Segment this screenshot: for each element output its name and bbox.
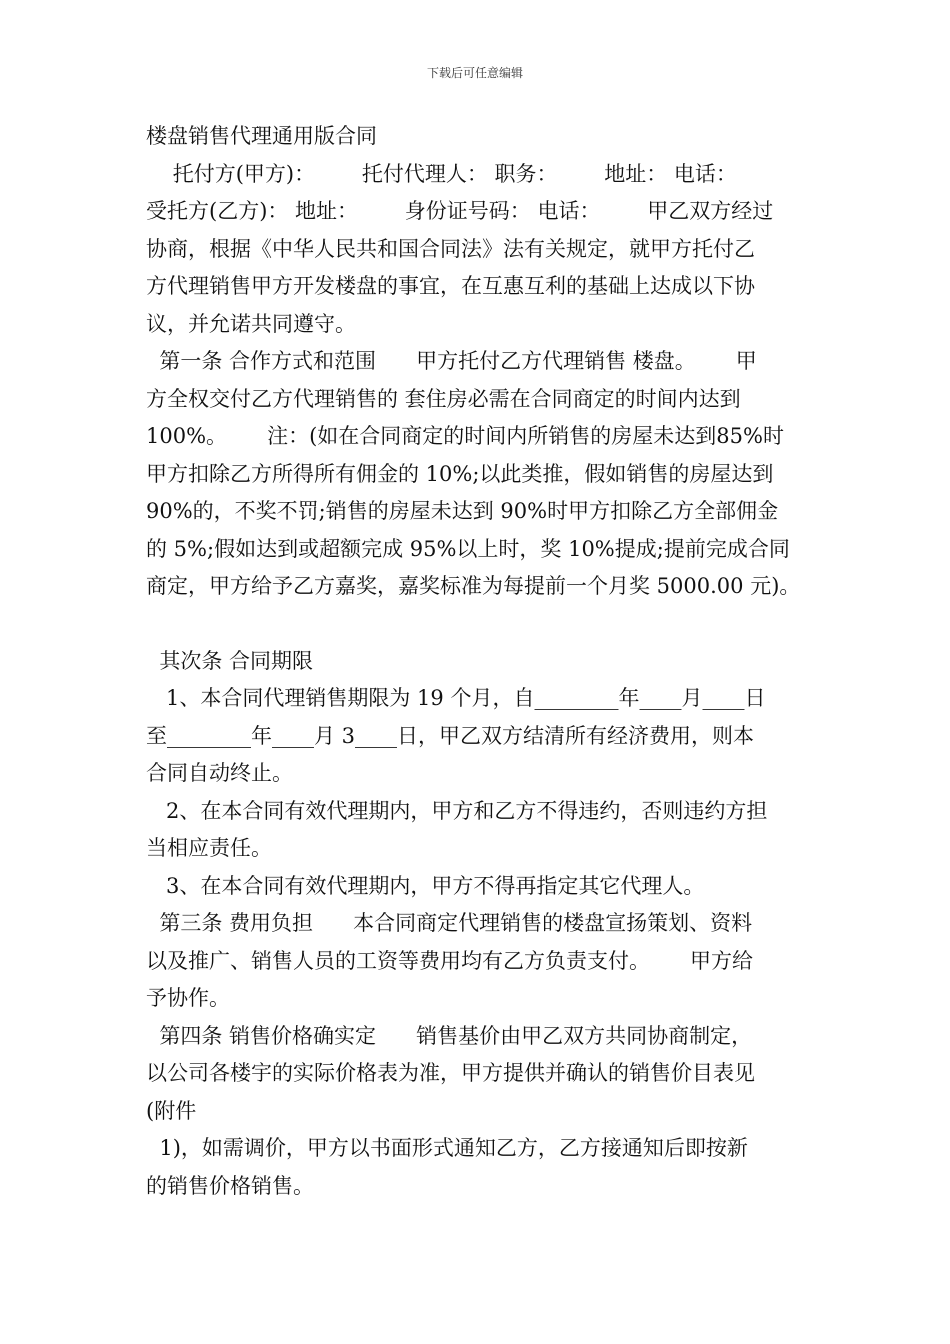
- paragraph-line: 方代理销售甲方开发楼盘的事宜，在互惠互利的基础上达成以下协: [146, 274, 755, 298]
- article-2-line: 其次条 合同期限: [146, 648, 314, 673]
- paragraph-line: 的销售价格销售。: [146, 1173, 314, 1198]
- blank-line: [146, 606, 811, 643]
- paragraph-line: 商定，甲方给予乙方嘉奖，嘉奖标准为每提前一个月奖 5000.00 元)。: [146, 574, 801, 598]
- paragraph-line: 90%的，不奖不罚;销售的房屋未达到 90%时甲方扣除乙方全部佣金: [146, 499, 779, 523]
- article-3-line: 第三条 费用负担 本合同商定代理销售的楼盘宣扬策划、资料: [146, 911, 753, 935]
- paragraph-line: 协商，根据《中华人民共和国合同法》法有关规定，就甲方托付乙: [146, 236, 755, 261]
- paragraph-line: 至________年____月 3____日，甲乙双方结清所有经济费用，则本: [146, 723, 755, 748]
- document-title: 楼盘销售代理通用版合同: [146, 124, 377, 148]
- paragraph-line: 1、本合同代理销售期限为 19 个月，自________年____月____日: [146, 686, 766, 710]
- page-header: 下载后可任意编辑: [426, 66, 523, 80]
- article-1-line: 第一条 合作方式和范围 甲方托付乙方代理销售 楼盘。 甲: [146, 349, 757, 373]
- paragraph-line: 议，并允诺共同遵守。: [146, 311, 356, 336]
- paragraph-line: 3、在本合同有效代理期内，甲方不得再指定其它代理人。: [146, 873, 705, 898]
- document-body: [146, 118, 811, 1205]
- article-4-line: 第四条 销售价格确实定 销售基价由甲乙双方共同协商制定，: [146, 1023, 753, 1048]
- paragraph-line: (附件: [146, 1098, 197, 1123]
- paragraph-line: 予协作。: [146, 986, 230, 1010]
- paragraph-line: 方全权交付乙方代理销售的 套住房必需在合同商定的时间内达到: [146, 386, 741, 411]
- paragraph-line: 1)，如需调价，甲方以书面形式通知乙方，乙方接通知后即按新: [146, 1136, 748, 1160]
- paragraph-line: 甲方扣除乙方所得所有佣金的 10%;以此类推，假如销售的房屋达到: [146, 461, 774, 486]
- paragraph-line: 受托方(乙方)： 地址： 身份证号码： 电话： 甲乙双方经过: [146, 199, 774, 223]
- paragraph-line: 2、在本合同有效代理期内，甲方和乙方不得违约，否则违约方担: [146, 798, 768, 823]
- paragraph-line: 的 5%;假如达到或超额完成 95%以上时，奖 10%提成;提前完成合同: [146, 536, 790, 561]
- paragraph-line: 100%。 注：(如在合同商定的时间内所销售的房屋未达到85%时: [146, 424, 784, 448]
- paragraph-line: 以及推广、销售人员的工资等费用均有乙方负责支付。 甲方给: [146, 948, 754, 973]
- paragraph-line: 合同自动终止。: [146, 761, 293, 785]
- paragraph-line: 当相应责任。: [146, 836, 272, 860]
- paragraph-line: 以公司各楼宇的实际价格表为准，甲方提供并确认的销售价目表见: [146, 1061, 755, 1085]
- paragraph-line: 托付方(甲方)： 托付代理人： 职务： 地址： 电话：: [146, 161, 737, 186]
